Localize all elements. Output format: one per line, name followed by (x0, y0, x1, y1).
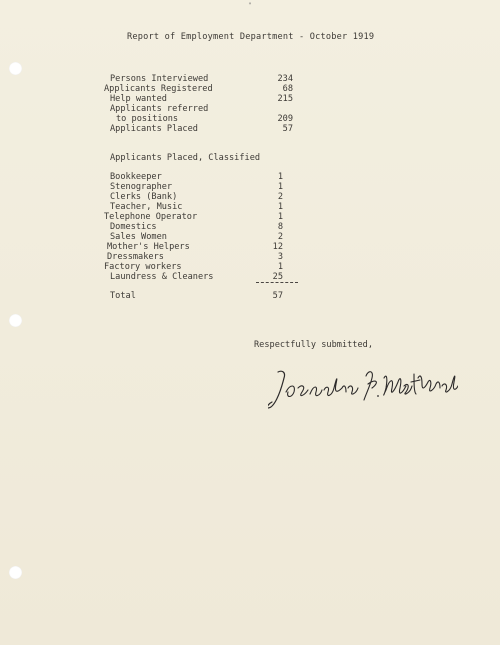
summary-label: Applicants Registered (104, 84, 213, 94)
summary-value: 209 (277, 114, 293, 124)
classified-label: Domestics (110, 222, 157, 232)
summary-label: Help wanted (110, 94, 167, 104)
classified-value: 12 (272, 242, 283, 252)
classified-value: 1 (277, 212, 283, 222)
classified-label: Teacher, Music (110, 202, 183, 212)
classified-label: Factory workers (104, 262, 182, 272)
corner-mark: " (248, 2, 252, 9)
classified-label: Sales Women (110, 232, 167, 242)
total-label: Total (110, 291, 136, 301)
total-value: 57 (272, 291, 283, 301)
summary-value: 215 (277, 94, 293, 104)
classified-label: Stenographer (110, 182, 173, 192)
report-title: Report of Employment Department - October 1919 (127, 32, 375, 42)
punch-hole (9, 314, 22, 327)
classified-value: 2 (277, 232, 283, 242)
classified-label: Mother's Helpers (107, 242, 190, 252)
classified-value: 1 (277, 182, 283, 192)
summary-label: to positions (116, 114, 179, 124)
classified-label: Clerks (Bank) (110, 192, 178, 202)
classified-label: Dressmakers (107, 252, 164, 262)
signature (268, 364, 458, 416)
punch-hole (9, 566, 22, 579)
classified-label: Telephone Operator (104, 212, 198, 222)
summary-value: 234 (277, 74, 293, 84)
classified-value: 1 (277, 262, 283, 272)
sum-rule (256, 282, 298, 283)
classified-value: 1 (277, 202, 283, 212)
classified-label: Bookkeeper (110, 172, 162, 182)
classified-value: 25 (272, 272, 283, 282)
summary-label: Applicants Placed (110, 124, 198, 134)
classified-value: 8 (277, 222, 283, 232)
classified-label: Laundress & Cleaners (110, 272, 214, 282)
summary-value: 68 (282, 84, 293, 94)
classified-value: 3 (277, 252, 283, 262)
closing-text: Respectfully submitted, (254, 340, 373, 350)
classified-value: 2 (277, 192, 283, 202)
summary-label: Applicants referred (110, 104, 209, 114)
classified-value: 1 (277, 172, 283, 182)
classified-heading: Applicants Placed, Classified (110, 153, 261, 163)
punch-hole (9, 62, 22, 75)
summary-value: 57 (282, 124, 293, 134)
summary-label: Persons Interviewed (110, 74, 209, 84)
